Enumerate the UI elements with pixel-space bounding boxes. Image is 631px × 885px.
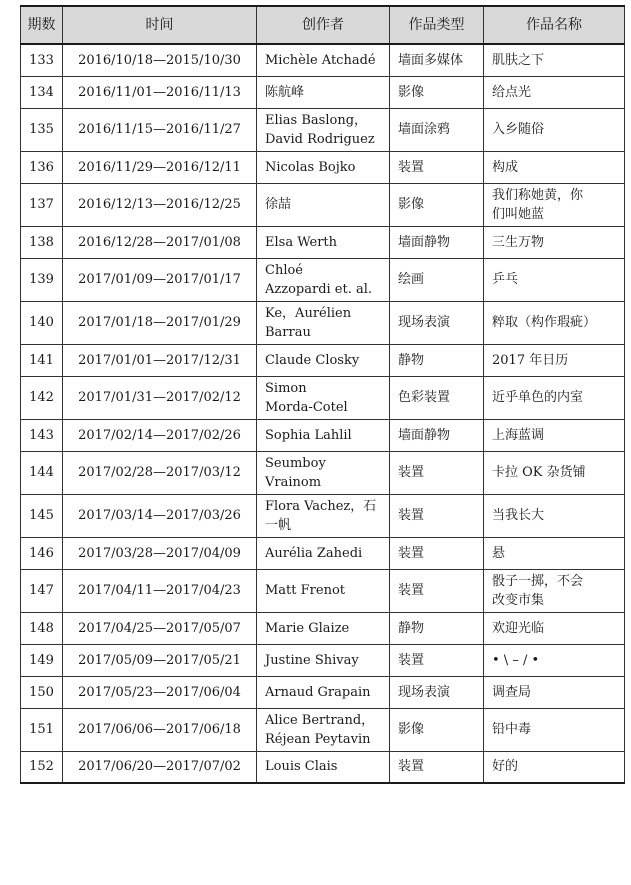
cell-work-type: 绘画 [390,258,484,301]
cell-issue: 147 [21,569,63,612]
work-name-line: 三生万物 [492,234,545,250]
cell-period: 2016/11/29—2016/12/11 [63,151,257,183]
cell-artist [257,569,390,612]
work-name-line: 上海蓝调 [492,427,545,443]
cell-period: 2016/12/13—2016/12/25 [63,183,257,226]
work-name-line: 2017 年日历 [492,352,569,368]
table-row [21,344,625,376]
table-row [21,44,625,76]
cell-work-name [484,419,625,451]
table-row [21,751,625,783]
header-period: 时间 [63,6,257,44]
artist-line: Morda-Cotel [265,399,348,415]
cell-work-type: 影像 [390,76,484,108]
work-name-line: 们叫她蓝 [492,206,545,222]
artist-line: Barrau [265,324,311,340]
cell-issue: 134 [21,76,63,108]
artist-line: Seumboy [265,455,326,471]
table-row [21,226,625,258]
table-row [21,451,625,494]
cell-period: 2017/02/28—2017/03/12 [63,451,257,494]
cell-issue: 140 [21,301,63,344]
table-row [21,537,625,569]
work-name-line: 构成 [492,159,519,175]
cell-issue: 136 [21,151,63,183]
cell-period: 2016/12/28—2017/01/08 [63,226,257,258]
cell-artist [257,537,390,569]
cell-issue: 139 [21,258,63,301]
cell-issue: 137 [21,183,63,226]
cell-issue: 133 [21,44,63,76]
cell-period: 2017/05/23—2017/06/04 [63,676,257,708]
cell-artist [257,44,390,76]
cell-work-name [484,569,625,612]
table-row [21,301,625,344]
cell-work-name [484,151,625,183]
cell-artist [257,151,390,183]
cell-artist [257,676,390,708]
cell-artist [257,612,390,644]
artist-line: Michèle Atchadé [265,52,376,68]
artist-line: Chloé [265,262,303,278]
cell-artist [257,76,390,108]
cell-work-type: 装置 [390,569,484,612]
table-row [21,494,625,537]
cell-artist [257,494,390,537]
cell-work-type: 色彩装置 [390,376,484,419]
work-name-line: 给点光 [492,84,532,100]
cell-period: 2016/11/15—2016/11/27 [63,108,257,151]
work-name-line: 改变市集 [492,592,545,608]
artist-line: 徐喆 [265,197,292,212]
artist-line: 一帆 [265,517,292,533]
cell-work-name [484,451,625,494]
cell-issue: 143 [21,419,63,451]
cell-artist [257,644,390,676]
table-row [21,569,625,612]
cell-artist [257,108,390,151]
artist-line: Elias Baslong， [265,112,368,128]
cell-artist [257,226,390,258]
artist-line: Ke，Aurélien [265,305,352,321]
artist-line: Aurélia Zahedi [265,545,363,561]
cell-work-name [484,108,625,151]
cell-work-name [484,226,625,258]
header-row [21,6,625,44]
cell-artist [257,301,390,344]
cell-work-name [484,537,625,569]
cell-work-type: 装置 [390,537,484,569]
table-row [21,708,625,751]
artist-line: Flora Vachez，石 [265,498,377,514]
cell-artist [257,708,390,751]
cell-work-type: 装置 [390,151,484,183]
cell-work-type: 墙面静物 [390,226,484,258]
work-name-line: 我们称她黄，你 [492,187,584,203]
work-name-line: 近乎单色的内室 [492,390,584,405]
cell-work-name [484,751,625,783]
cell-period: 2017/03/14—2017/03/26 [63,494,257,537]
cell-issue: 150 [21,676,63,708]
work-name-line: 乒乓 [492,272,519,287]
cell-work-name [484,644,625,676]
cell-work-name [484,183,625,226]
cell-work-name [484,708,625,751]
table-row [21,419,625,451]
artist-line: Louis Clais [265,759,338,775]
cell-period: 2016/11/01—2016/11/13 [63,76,257,108]
cell-issue: 151 [21,708,63,751]
cell-work-type: 装置 [390,751,484,783]
table-row [21,108,625,151]
table-row [21,76,625,108]
work-name-line: • \ – / • [492,652,540,668]
artist-line: Justine Shivay [265,652,359,668]
header-type: 作品类型 [390,6,484,44]
table-row [21,644,625,676]
cell-work-type: 墙面涂鸦 [390,108,484,151]
cell-period: 2017/01/31—2017/02/12 [63,376,257,419]
table-row [21,151,625,183]
work-name-line: 悬 [492,545,506,561]
cell-issue: 135 [21,108,63,151]
cell-artist [257,419,390,451]
cell-artist [257,451,390,494]
work-name-line: 好的 [492,759,519,775]
cell-period: 2017/01/01—2017/12/31 [63,344,257,376]
cell-issue: 138 [21,226,63,258]
cell-issue: 149 [21,644,63,676]
cell-work-name [484,301,625,344]
cell-artist [257,344,390,376]
table-row [21,183,625,226]
artist-line: Elsa Werth [265,234,338,250]
table-header [21,6,625,44]
cell-work-name [484,676,625,708]
cell-period: 2017/04/11—2017/04/23 [63,569,257,612]
cell-period: 2017/01/09—2017/01/17 [63,258,257,301]
cell-issue: 142 [21,376,63,419]
cell-artist [257,751,390,783]
cell-period: 2017/03/28—2017/04/09 [63,537,257,569]
artist-line: Alice Bertrand， [265,712,375,728]
work-name-line: 调查局 [492,684,532,700]
work-name-line: 骰子一掷，不会 [492,573,584,589]
cell-work-type: 现场表演 [390,301,484,344]
table-row [21,258,625,301]
artist-line: Arnaud Grapain [265,684,371,700]
work-name-line: 当我长大 [492,508,545,523]
artist-line: Matt Frenot [265,583,345,598]
cell-work-name [484,494,625,537]
work-name-line: 入乡随俗 [492,122,545,137]
cell-period: 2017/06/20—2017/07/02 [63,751,257,783]
cell-issue: 148 [21,612,63,644]
work-name-line: 欢迎光临 [492,620,545,636]
cell-artist [257,258,390,301]
cell-work-type: 现场表演 [390,676,484,708]
cell-issue: 152 [21,751,63,783]
cell-work-type: 墙面静物 [390,419,484,451]
artist-line: 陈航峰 [265,84,305,100]
artist-line: Claude Closky [265,352,360,368]
cell-period: 2017/06/06—2017/06/18 [63,708,257,751]
cell-period: 2016/10/18—2015/10/30 [63,44,257,76]
artist-line: Azzopardi et. al. [265,281,373,297]
work-name-line: 肌肤之下 [492,52,545,68]
cell-issue: 146 [21,537,63,569]
cell-work-name [484,76,625,108]
cell-work-name [484,258,625,301]
cell-work-type: 影像 [390,708,484,751]
table-row [21,612,625,644]
artist-line: Réjean Peytavin [265,731,371,747]
cell-artist [257,376,390,419]
exhibition-table [20,5,625,784]
work-name-line: 铅中毒 [492,722,532,737]
cell-work-type: 装置 [390,494,484,537]
header-artist: 创作者 [257,6,390,44]
artist-line: Simon [265,380,307,396]
cell-period: 2017/05/09—2017/05/21 [63,644,257,676]
cell-work-name [484,344,625,376]
cell-period: 2017/04/25—2017/05/07 [63,612,257,644]
cell-issue: 141 [21,344,63,376]
cell-work-name [484,612,625,644]
cell-work-type: 装置 [390,451,484,494]
cell-work-type: 影像 [390,183,484,226]
header-name: 作品名称 [484,6,625,44]
work-name-line: 粹取（构作瑕疵） [492,315,597,330]
header-issue: 期数 [21,6,63,44]
cell-work-type: 墙面多媒体 [390,44,484,76]
cell-work-type: 装置 [390,644,484,676]
table-row [21,676,625,708]
cell-period: 2017/02/14—2017/02/26 [63,419,257,451]
cell-issue: 145 [21,494,63,537]
cell-period: 2017/01/18—2017/01/29 [63,301,257,344]
artist-line: Sophia Lahlil [265,427,352,443]
artist-line: Marie Glaize [265,620,350,636]
artist-line: David Rodriguez [265,131,375,147]
cell-work-name [484,44,625,76]
artist-line: Nicolas Bojko [265,159,356,175]
table-row [21,376,625,419]
cell-issue: 144 [21,451,63,494]
cell-work-type: 静物 [390,612,484,644]
cell-work-type: 静物 [390,344,484,376]
cell-artist [257,183,390,226]
artist-line: Vrainom [265,474,322,490]
cell-work-name [484,376,625,419]
work-name-line: 卡拉 OK 杂货铺 [492,465,586,480]
table-body [21,44,625,783]
